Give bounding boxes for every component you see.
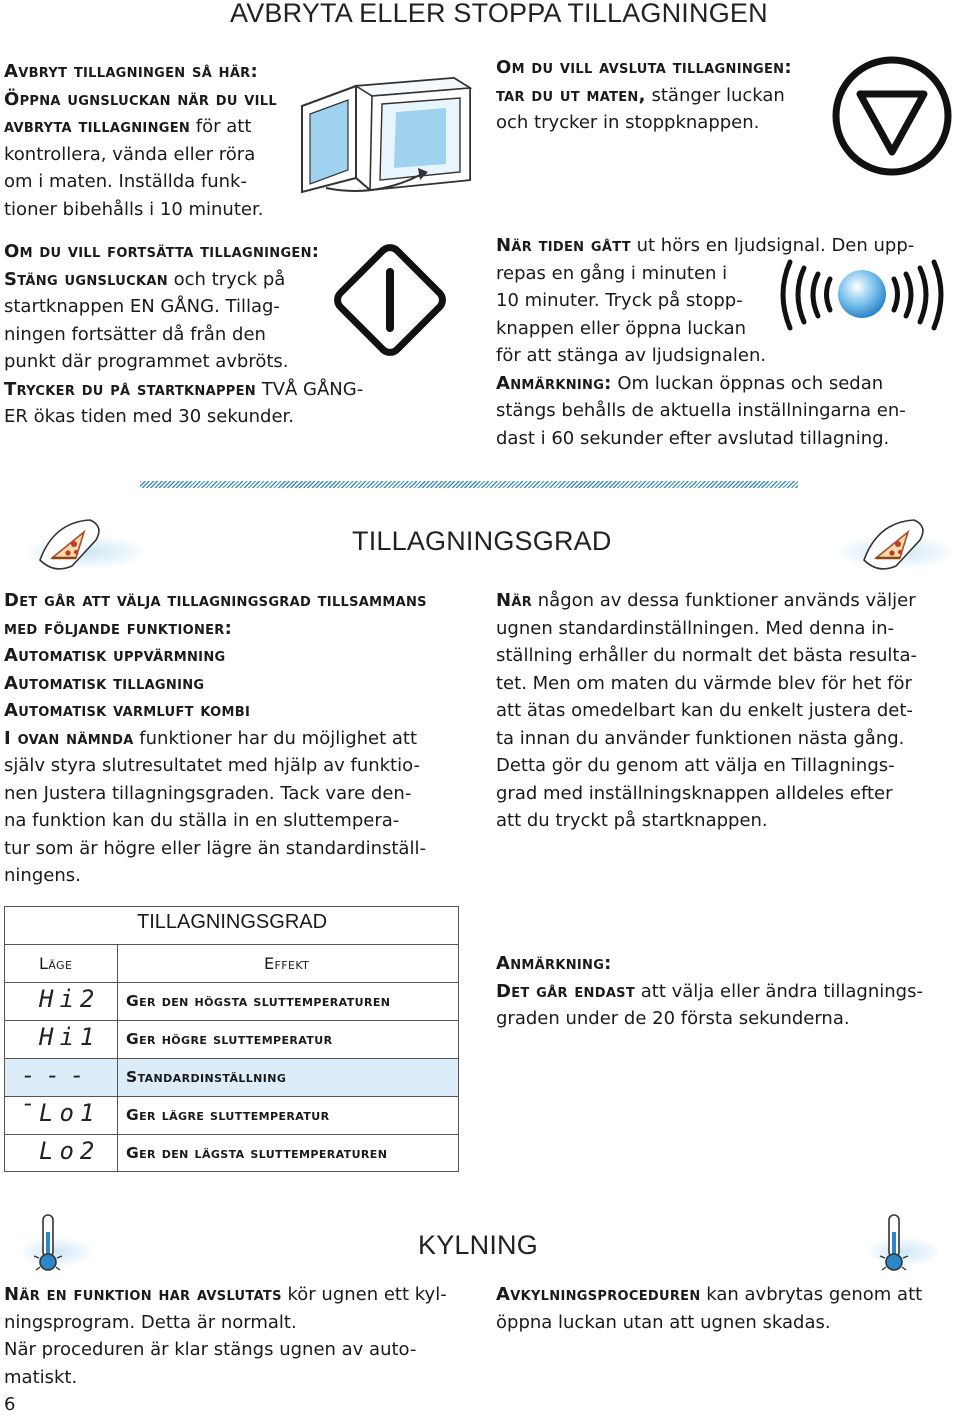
table-title-row [5,907,458,945]
cooling-interrupt: Avkylningsproceduren kan avbrytas genom att öppna luckan utan att ugnen skadas. [496,1284,923,1333]
table-row: Ger lägre sluttemperatur [118,1097,458,1135]
stop-button-icon [830,54,954,178]
pizza-icon [856,514,930,574]
section-title-stop: AVBRYTA ELLER STOPPA TILLAGNINGEN [230,0,768,28]
doneness-intro: Det går att välja tillagningsgrad tillsammans med följande funktioner: Automatisk uppvärmning Automatisk tillagning Automatisk varmluft kombi I ovan nämnda funktioner har du möjlighet att själv styra slutresultatet med hjälp av funktio- nen Justera tillagningsgraden. Tack vare den- na funktion kan du ställa in en sluttempera- tur som är högre eller lägre än standardinställ- ningens. [4,590,427,886]
microwave-open-door-icon [286,68,476,198]
table-row-default: ---- [5,1059,118,1097]
divider-1 [140,481,798,488]
thermometer-icon [876,1212,912,1274]
resume-instructions: Om du vill fortsätta tillagningen: Stäng ugnsluckan och tryck på startknappen EN GÅNG. Tillag- ningen fortsätter då från den punkt där programmet avbröts. Trycker du på startknappen TVÅ GÅNG- ER ökas tiden med 30 sekunder. [4,241,364,427]
table-row: Hi2 [5,983,118,1021]
doneness-explanation: När någon av dessa funktioner används väljer ugnen standardinställningen. Med denna in- ställning erhåller du normalt det bästa resulta- tet. Men om maten du värmde blev för het för att ätas omedelbart kan du enkelt justera det- ta innan du använder funktionen nästa gång. Detta gör du genom att välja en Tillagnings- grad med inställningsknappen alldeles efter att du tryckt på startknappen. [496,590,918,831]
table-row: Ger den högsta sluttemperaturen [118,983,458,1021]
table-row: Lo1 [5,1097,118,1135]
page-number: 6 [4,1394,16,1415]
thermometer-icon [30,1212,66,1274]
table-row: Lo2 [5,1135,118,1171]
table-row: Hi1 [5,1021,118,1059]
doneness-note: Anmärkning: Det går endast att välja eller ändra tillagnings- graden under de 20 första sekunderna. [496,953,923,1029]
signal-instructions: När tiden gått ut hörs en ljudsignal. Den upp- repas en gång i minuten i 10 minuter. Tryck på stopp- knappen eller öppna luckan för att stänga av ljudsignalen. Anmärkning: Om luckan öppnas och sedan stängs behålls de aktuella inställningarna en- dast i 60 sekunder efter avslutad tillagning. [496,235,915,449]
table-row: Ger den lägsta sluttemperaturen [126,1144,388,1162]
section-title-doneness: TILLAGNINGSGRAD [352,526,612,556]
cooling-description: När en funktion har avslutats kör ugnen ett kyl- ningsprogram. Detta är normalt. När proceduren är klar stängs ugnen av auto- matiskt. [4,1284,447,1388]
table-header-mode: Läge [5,945,118,983]
table-row-default: Standardinställning [118,1059,458,1097]
pause-instructions: Avbryt tillagningen så här: Öppna ugnsluckan när du vill avbryta tillagningen för att kontrollera, vända eller röra om i maten. Inställda funk- tioner bibehålls i 10 minuter. [4,61,277,220]
table-title: TILLAGNINGSGRAD [137,911,328,933]
start-button-icon [326,236,454,364]
table-header-effect: Effekt [118,945,458,983]
doneness-table [4,906,459,1172]
pizza-icon [32,514,106,574]
section-title-cooling: KYLNING [418,1230,538,1260]
table-row: Ger högre sluttemperatur [118,1021,458,1059]
sound-signal-icon [772,248,952,340]
stop-instructions: Om du vill avsluta tillagningen: tar du ut maten, stänger luckan och trycker in stoppknappen. [496,57,792,133]
